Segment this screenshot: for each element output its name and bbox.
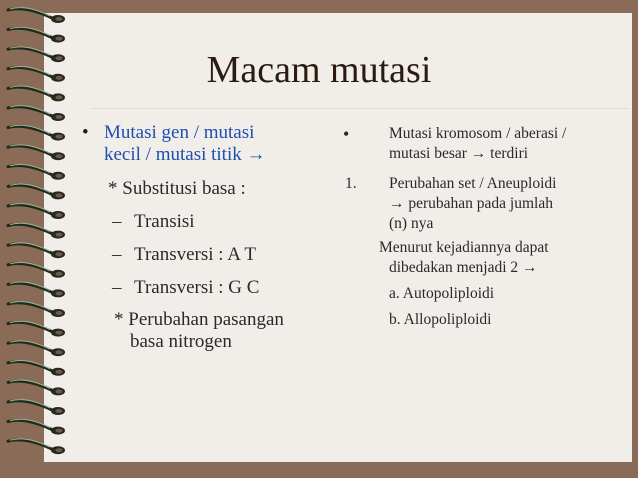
transisi-text: Transisi xyxy=(134,211,195,232)
arrow-right-icon: → xyxy=(246,144,266,165)
list-item-transversi-gc xyxy=(82,277,312,299)
spiral-coil xyxy=(8,243,65,258)
list-item-mutasi-kromosom xyxy=(343,124,623,164)
spiral-coil xyxy=(8,302,65,317)
spiral-coil xyxy=(8,360,65,375)
allopoliploidi-text: b. Allopoliploidi xyxy=(389,311,492,328)
spiral-coil xyxy=(8,400,65,415)
set-line-1: Perubahan set / Aneuploidi xyxy=(389,175,557,192)
kromosom-line-1: Mutasi kromosom / aberasi / xyxy=(389,125,567,142)
bullet-icon: • xyxy=(343,124,350,144)
perubahan-line-2: basa nitrogen xyxy=(130,331,232,352)
slide-title: Macam mutasi xyxy=(206,49,432,91)
kromosom-line-2: mutasi besar xyxy=(389,145,467,162)
title-divider xyxy=(90,108,630,109)
right-column xyxy=(343,124,623,330)
substitusi-heading: * Substitusi basa : xyxy=(108,178,246,199)
arrow-right-icon: → xyxy=(522,259,538,276)
menurut-line-1: Menurut kejadiannya dapat xyxy=(379,239,549,256)
spiral-coil xyxy=(8,27,65,42)
set-line-2: perubahan pada jumlah xyxy=(408,195,553,212)
spiral-coil xyxy=(8,419,65,434)
spiral-coil xyxy=(8,204,65,219)
spiral-coil xyxy=(8,223,65,238)
spiral-coil xyxy=(8,321,65,336)
menurut-line-2: dibedakan menjadi 2 xyxy=(389,259,519,276)
spiral-coil xyxy=(8,184,65,199)
arrow-right-icon: → xyxy=(389,195,405,212)
set-line-3: (n) nya xyxy=(389,215,434,232)
list-item-transversi-at xyxy=(82,244,312,266)
spiral-coil xyxy=(8,380,65,395)
dash-icon: – xyxy=(112,211,122,232)
autopoliploidi-text: a. Autopoliploidi xyxy=(389,285,495,302)
spiral-coil xyxy=(8,8,65,23)
mutasi-gen-text: Mutasi gen / mutasi xyxy=(104,122,255,143)
terdiri-text: terdiri xyxy=(490,145,529,162)
spiral-coil xyxy=(8,145,65,160)
number-marker: 1. xyxy=(345,175,357,192)
menurut-text xyxy=(343,238,623,278)
spiral-coil xyxy=(8,341,65,356)
spiral-coil xyxy=(8,282,65,297)
list-item-perubahan-set xyxy=(343,174,623,234)
transversi-at-text: Transversi : A T xyxy=(134,244,256,265)
dash-icon: – xyxy=(112,244,122,265)
list-item-mutasi-gen xyxy=(82,122,312,166)
perubahan-pasangan-text xyxy=(82,309,312,353)
arrow-right-icon: → xyxy=(470,145,487,162)
transversi-gc-text: Transversi : G C xyxy=(134,277,260,298)
spiral-coil xyxy=(8,439,65,454)
spiral-coil xyxy=(8,125,65,140)
spiral-coil xyxy=(8,106,65,121)
mutasi-gen-text-2: kecil / mutasi titik xyxy=(104,144,242,165)
list-item-transisi xyxy=(82,211,312,233)
spiral-coil xyxy=(8,262,65,277)
dash-icon: – xyxy=(112,277,122,298)
bullet-icon: • xyxy=(82,122,89,143)
left-column xyxy=(82,122,312,353)
spiral-coil xyxy=(8,164,65,179)
perubahan-line-1: * Perubahan pasangan xyxy=(114,309,284,330)
